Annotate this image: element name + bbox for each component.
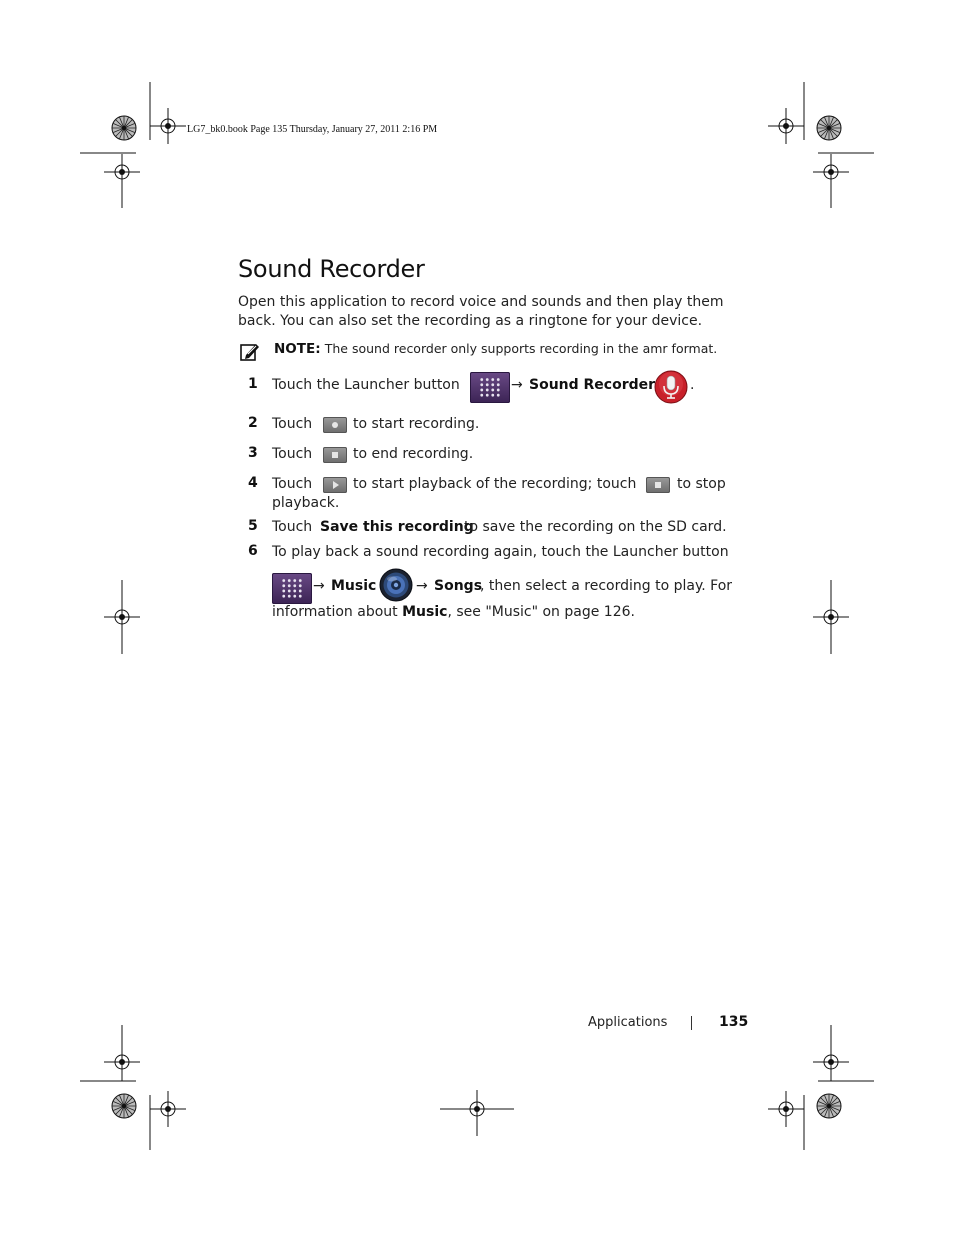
stop-button-icon	[323, 447, 347, 463]
step-number: 2	[248, 415, 258, 431]
book-slug-line: LG7_bk0.book Page 135 Thursday, January 27, 2011 2:16 PM	[187, 124, 438, 135]
step-6-info-pre: information about	[272, 604, 398, 620]
save-recording-label: Save this recording	[320, 519, 474, 535]
step-number: 5	[248, 518, 258, 534]
arrow: →	[416, 578, 428, 594]
step-2-text: to start recording.	[353, 416, 480, 432]
arrow: →	[313, 578, 325, 594]
footer-divider	[691, 1016, 692, 1030]
note-label: NOTE:	[274, 341, 321, 357]
step-3-text: to end recording.	[353, 446, 474, 462]
music-reference: Music	[402, 604, 448, 620]
step-6-text-cont: , then select a recording to play. For	[480, 578, 733, 594]
sound-recorder-label: Sound Recorder	[529, 377, 656, 393]
arrow: →	[511, 377, 523, 393]
step-number: 3	[248, 445, 258, 461]
note-text: The sound recorder only supports recording in the amr format.	[324, 341, 718, 356]
page-title: Sound Recorder	[238, 255, 425, 283]
page-number: 135	[719, 1014, 749, 1030]
launcher-grid-icon	[272, 573, 312, 604]
step-1-text: Touch the Launcher button	[272, 377, 460, 393]
step-6-text: To play back a sound recording again, touch the Launcher button	[272, 544, 729, 560]
step-6-text-line3	[272, 603, 635, 622]
music-page-link[interactable]: , see "Music" on page 126.	[447, 604, 635, 620]
step-number: 6	[248, 543, 258, 559]
step-5-text: to save the recording on the SD card.	[464, 519, 727, 535]
step-4-touch: Touch	[272, 476, 313, 492]
music-label: Music	[331, 578, 377, 594]
pencil-note-icon	[240, 342, 260, 362]
stop-button-icon	[646, 477, 670, 493]
step-4-text-line2: playback.	[272, 495, 340, 511]
launcher-grid-icon	[470, 372, 510, 403]
songs-label: Songs	[434, 578, 483, 594]
note-callout	[274, 340, 717, 359]
music-speaker-icon	[379, 568, 413, 602]
intro-paragraph: Open this application to record voice and sounds and then play them back. You can also set the recording as a ringtone for your device.	[238, 294, 724, 329]
record-button-icon	[323, 417, 347, 433]
step-2-touch: Touch	[272, 416, 313, 432]
step-3-touch: Touch	[272, 446, 313, 462]
step-4-text: to start playback of the recording; touch	[353, 476, 637, 492]
footer-section-name: Applications	[588, 1015, 668, 1030]
step-1-period: .	[690, 377, 695, 393]
step-number: 4	[248, 475, 258, 491]
play-button-icon	[323, 477, 347, 493]
step-5-touch: Touch	[272, 519, 313, 535]
step-number: 1	[248, 376, 258, 392]
step-4-text-end: to stop	[677, 476, 726, 492]
microphone-icon	[654, 370, 688, 404]
